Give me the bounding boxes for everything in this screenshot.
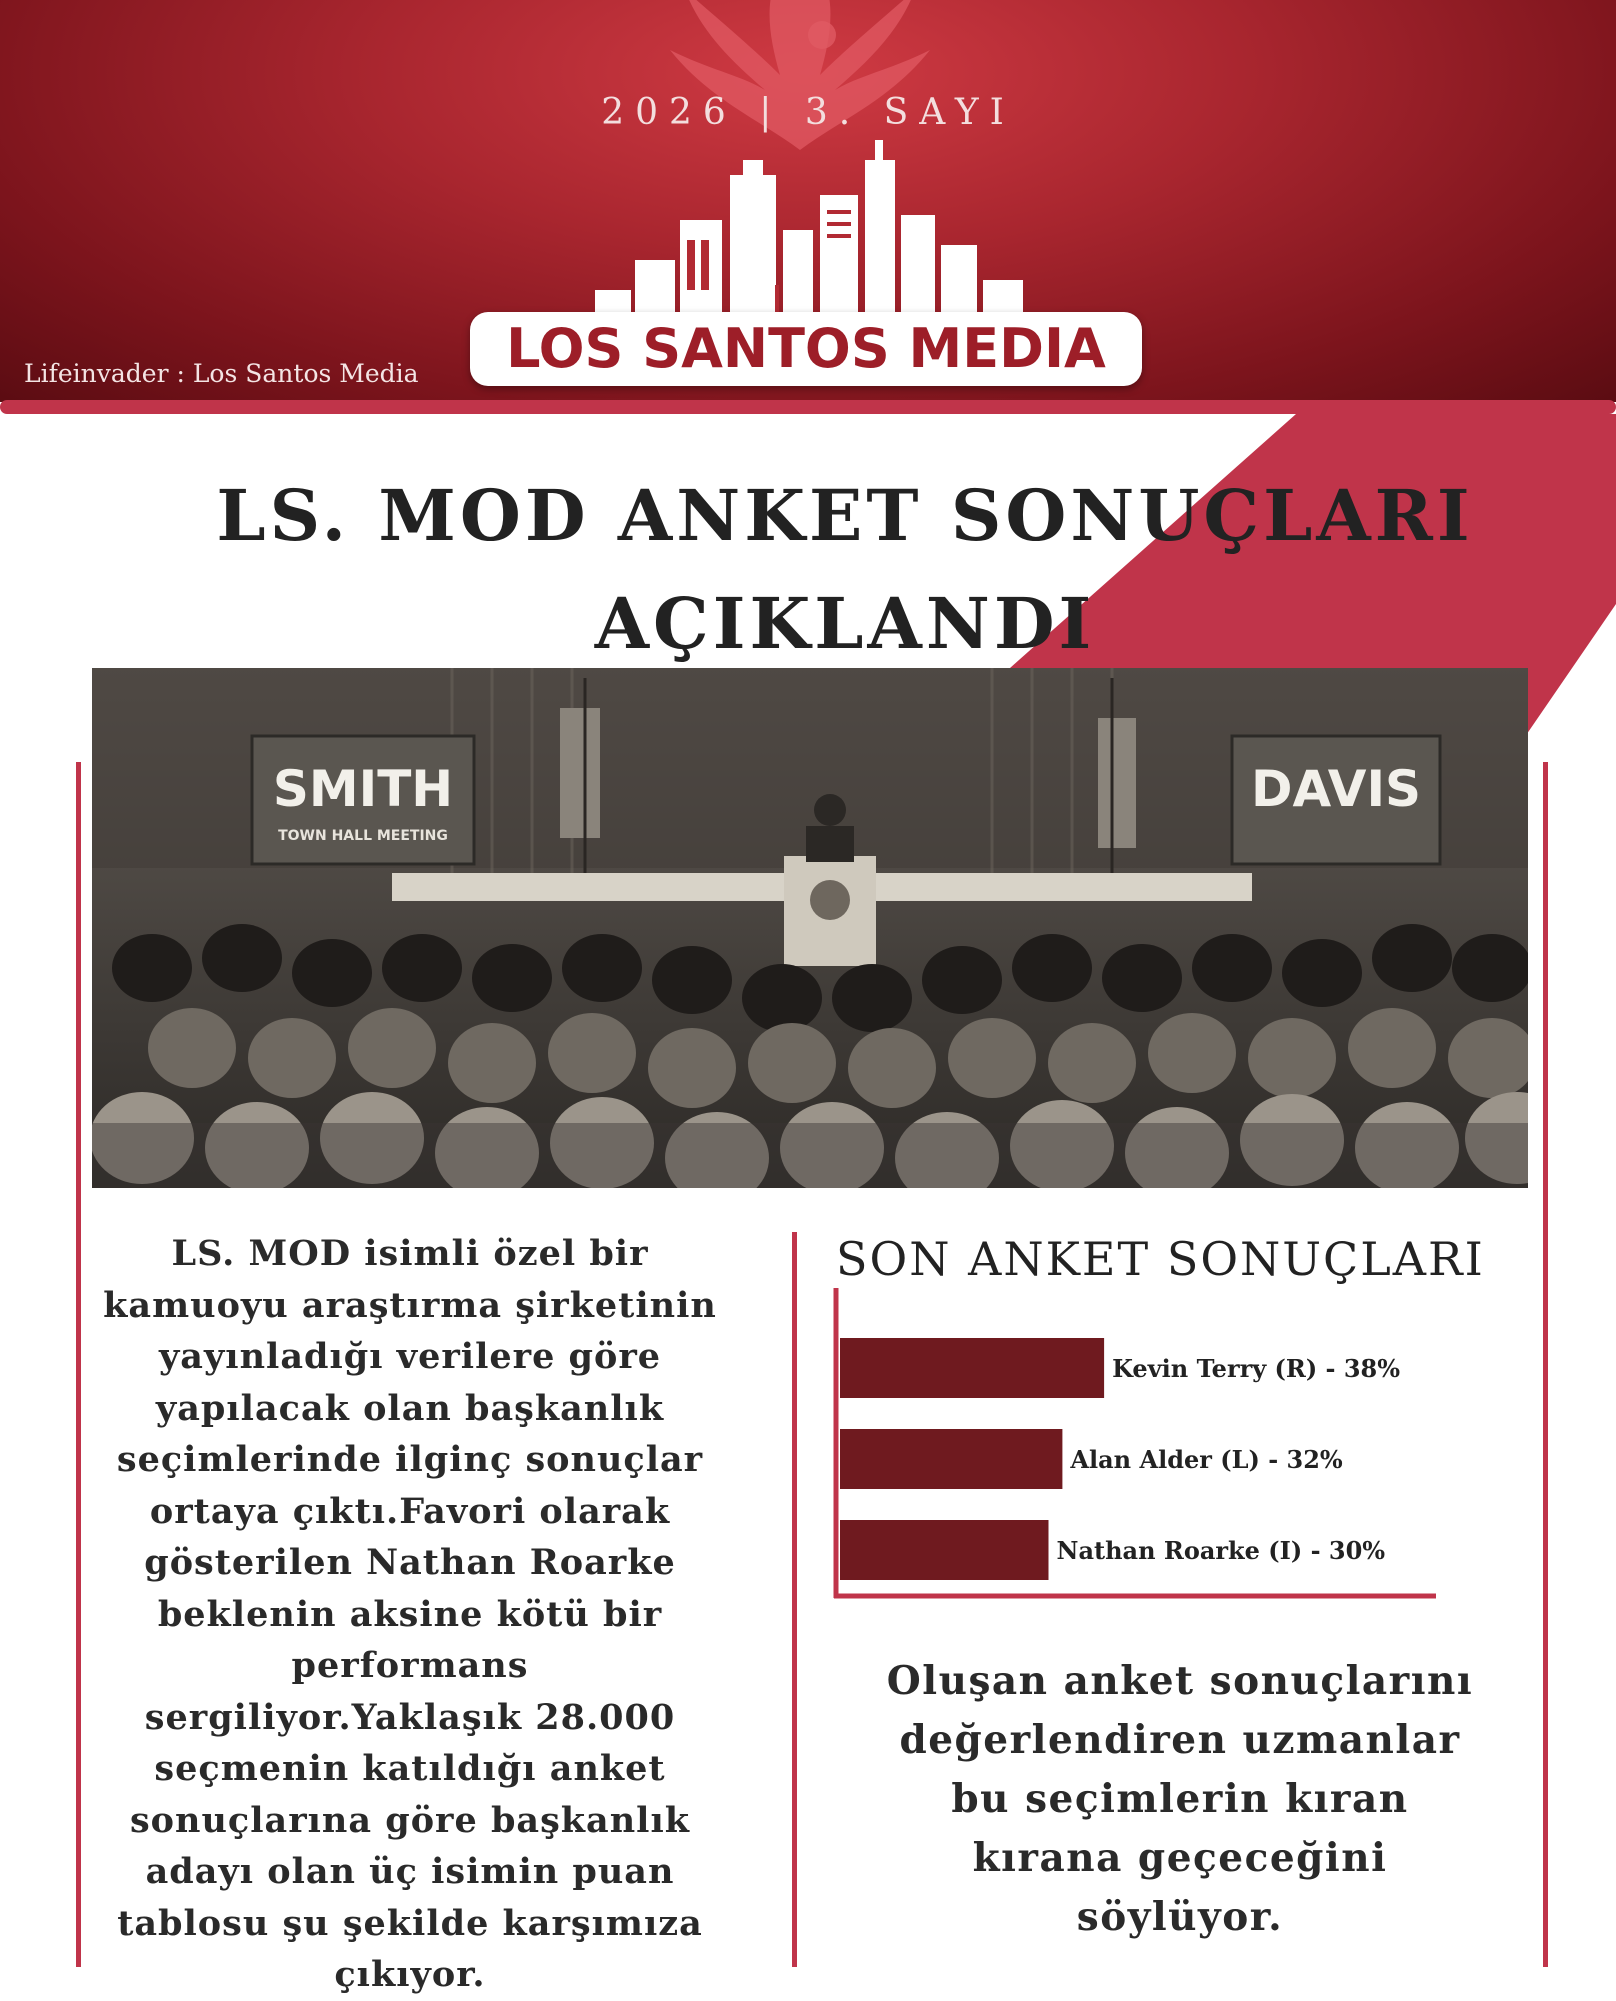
masthead (0, 0, 1616, 402)
banner-smith-subtext: TOWN HALL MEETING (278, 828, 448, 844)
article-body: LS. MOD isimli özel bir kamuoyu araştırma şirketinin yayınladığı verilere göre yapılacak olan başkanlık seçimlerinde ilginç sonuçlar ortaya çıktı.Favori olarak gösterilen Nathan Roarke beklenin aksine kötü bir performans sergiliyor.Yaklaşık 28.000 seçmenin katıldığı anket sonuçlarına göre başkanlık adayı olan üç isimin puan tablosu şu şekilde karşımıza çıkıyor. (103, 1233, 717, 1995)
banner-davis-text: DAVIS (1250, 760, 1422, 818)
issue-label: 2026 | 3. SAYI (601, 92, 1015, 133)
headline-line-1: LS. MOD ANKET SONUÇLARI (216, 474, 1474, 557)
bar-label-3: Nathan Roarke (I) - 30% (1056, 1536, 1386, 1565)
bar-2 (840, 1429, 1062, 1489)
header-divider (0, 400, 1616, 414)
town-hall-illustration (92, 668, 1528, 1188)
frame-line-left (76, 762, 81, 1967)
bar-3 (840, 1520, 1049, 1580)
flag-right (1098, 718, 1136, 848)
town-hall-photo (92, 668, 1528, 1188)
summary-text: Oluşan anket sonuçlarını değerlendiren uzmanlar bu seçimlerin kıran kırana geçeceğini söylüyor. (886, 1658, 1474, 1940)
frame-line-right (1543, 762, 1548, 1967)
bar-label-2: Alan Alder (L) - 32% (1070, 1445, 1343, 1474)
brand-logo-text: LOS SANTOS MEDIA (506, 317, 1106, 380)
headline (160, 462, 1530, 678)
poll-bar-chart (832, 1288, 1442, 1604)
bar-1 (840, 1338, 1104, 1398)
brand-logo (470, 312, 1142, 386)
city-skyline-icon (575, 140, 1045, 325)
source-label: Lifeinvader : Los Santos Media (24, 359, 419, 388)
bar-label-1: Kevin Terry (R) - 38% (1112, 1354, 1401, 1383)
headline-line-2: AÇIKLANDI (594, 582, 1096, 665)
chart-title: SON ANKET SONUÇLARI (836, 1232, 1485, 1286)
column-divider (792, 1232, 797, 1967)
flag-left (560, 708, 600, 838)
banner-smith-text: SMITH (272, 760, 454, 818)
